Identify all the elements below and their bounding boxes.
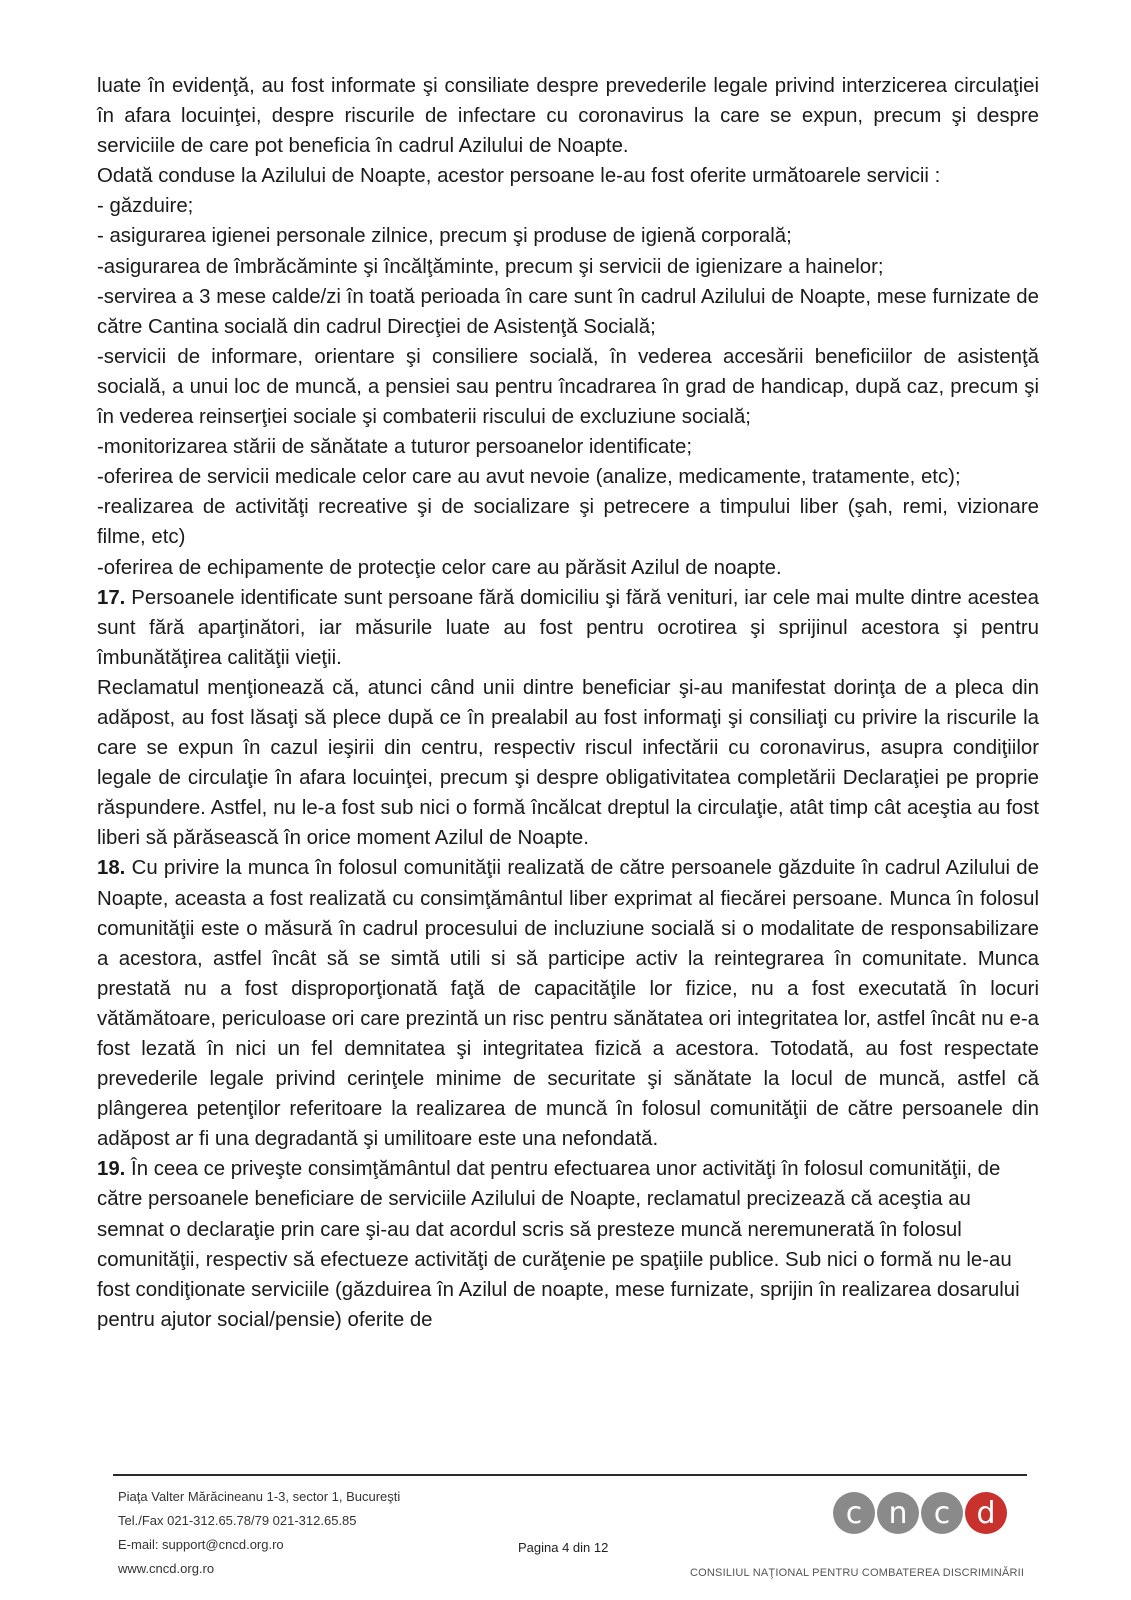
paragraph [97,191,1039,221]
paragraph [97,161,1039,191]
page-number: Pagina 4 din 12 [518,1540,609,1555]
paragraph [97,432,1039,462]
logo-caption: CONSILIUL NAŢIONAL PENTRU COMBATEREA DISCRIMINĂRII [690,1567,1025,1579]
section-number: 18. [97,857,126,880]
paragraph-text: - găzduire; [97,195,194,218]
paragraph [97,282,1039,342]
paragraph [97,1154,1039,1335]
section-number: 17. [97,586,126,609]
paragraph-text: luate în evidenţă, au fost informate şi consiliate despre prevederile legale privind interzicerea circulaţiei în afara locuinţei, despre riscurile de infectare cu coronavirus la care se expun, precum şi despre serviciile de care pot beneficia în cadrul Azilului de Noapte. [97,75,1039,158]
paragraph [97,553,1039,583]
paragraph-text: -monitorizarea stării de sănătate a tuturor persoanelor identificate; [97,436,693,459]
paragraph [97,583,1039,673]
footer-divider [113,1474,1027,1476]
paragraph [97,462,1039,492]
paragraph [97,71,1039,161]
paragraph-text: În ceea ce priveşte consimţământul dat pentru efectuarea unor activităţi în folosul comunităţii, de către persoanele beneficiare de serviciile Azilului de Noapte, reclamatul precizează că aceştia au semnat o declaraţie prin care şi-au dat acordul scris să presteze muncă neremunerată în folosul comunităţii, respectiv să efectueze activităţi de curăţenie pe spaţiile publice. Sub nici o formă nu le-au fost condiţionate serviciile (găzduirea în Azilul de noapte, mese furnizate, sprijin în realizarea dosarului pentru ajutor social/pensie) oferite de [97,1158,1020,1331]
paragraph-text: -oferirea de echipamente de protecţie celor care au părăsit Azilul de noapte. [97,556,782,579]
paragraph-text: Odată conduse la Azilului de Noapte, acestor persoane le-au fost oferite următoarele servicii : [97,165,941,188]
paragraph-text: -realizarea de activităţi recreative şi de socializare şi petrecere a timpului liber (şah, remi, vizionare filme, etc) [97,496,1039,549]
paragraph [97,221,1039,251]
footer-address: Piaţa Valter Mărăcineanu 1-3, sector 1, Bucureşti [118,1489,401,1504]
paragraph-text: -servicii de informare, orientare şi consiliere socială, în vederea accesării beneficiilor de asistenţă socială, a unui loc de muncă, a pensiei sau pentru încadrarea în grad de handicap, după caz, precum şi în vederea reinserţiei sociale şi combaterii riscului de excluziune socială; [97,345,1039,429]
cncd-logo [832,1488,1012,1538]
paragraph [97,252,1039,282]
paragraph-text: -asigurarea de îmbrăcăminte şi încălţăminte, precum şi servicii de igienizare a hainelor; [97,255,884,278]
paragraph-text: Cu privire la munca în folosul comunităţii realizată de către persoanele găzduite în cadrul Azilului de Noapte, aceasta a fost realizată cu consimţământul liber exprimat al fiecărei persoane. Munca în folosul comunităţii este o măsură în cadrul procesului de incluziune socială si o modalitate de responsabilizare a acestora, astfel încât să se simtă utili si să participe activ la reintegrarea în comunitate. Munca prestată nu a fost disproporţionată faţă de capacităţile lor fizice, nu a fost executată în locuri vătămătoare, periculoase ori care prezintă un risc pentru sănătatea ori integritatea lor, astfel încât nu e-a fost lezată în nici un fel demnitatea şi integritatea fizică a acestora. Totodată, au fost respectate prevederile legale privind cerinţele minime de securitate şi sănătate la locul de muncă, astfel că plângerea petenţilor referitoare la realizarea de muncă în folosul comunităţii de către persoanele din adăpost ar fi una degradantă şi umilitoare este una nefondată. [97,857,1039,1151]
paragraph-text: Persoanele identificate sunt persoane fără domiciliu şi fără venituri, iar cele mai multe dintre acestea sunt fără aparţinători, iar măsurile luate au fost pentru ocrotirea şi sprijinul acestora şi pentru îmbunătăţirea calităţii vieţii. [97,586,1039,669]
paragraph [97,492,1039,552]
paragraph-text: - asigurarea igienei personale zilnice, precum şi produse de igienă corporală; [97,225,792,248]
logo-letter: n [888,1496,908,1531]
logo-letter: c [845,1496,863,1531]
paragraph [97,673,1039,854]
document-body [97,71,1039,1335]
footer-website[interactable]: www.cncd.org.ro [118,1561,215,1576]
footer-phone: Tel./Fax 021-312.65.78/79 021-312.65.85 [118,1513,357,1528]
logo-letter: c [933,1496,951,1531]
section-number: 19. [97,1158,126,1181]
footer-email[interactable]: E-mail: support@cncd.org.ro [118,1537,284,1552]
paragraph-text: Reclamatul menţionează că, atunci când unii dintre beneficiar şi-au manifestat dorinţa de a pleca din adăpost, au fost lăsaţi să plece după ce în prealabil au fost informaţi şi consiliaţi cu privire la riscurile la care se expun în cazul ieşirii din centru, respectiv riscul infectării cu coronavirus, asupra condiţiilor legale de circulaţie în afara locuinţei, precum şi despre obligativitatea completării Declaraţiei pe proprie răspundere. Astfel, nu le-a fost sub nici o formă încălcat dreptul la circulaţie, atât timp cât aceştia au fost liberi să părăsească în orice moment Azilul de Noapte. [97,676,1039,850]
logo-letter: d [976,1496,996,1531]
paragraph-text: -servirea a 3 mese calde/zi în toată perioada în care sunt în cadrul Azilului de Noapte, mese furnizate de către Cantina socială din cadrul Direcţiei de Asistenţă Socială; [97,285,1039,338]
footer-contact [118,1485,400,1581]
paragraph [97,853,1039,1154]
paragraph-text: -oferirea de servicii medicale celor care au avut nevoie (analize, medicamente, tratamente, etc); [97,466,961,489]
paragraph [97,342,1039,432]
